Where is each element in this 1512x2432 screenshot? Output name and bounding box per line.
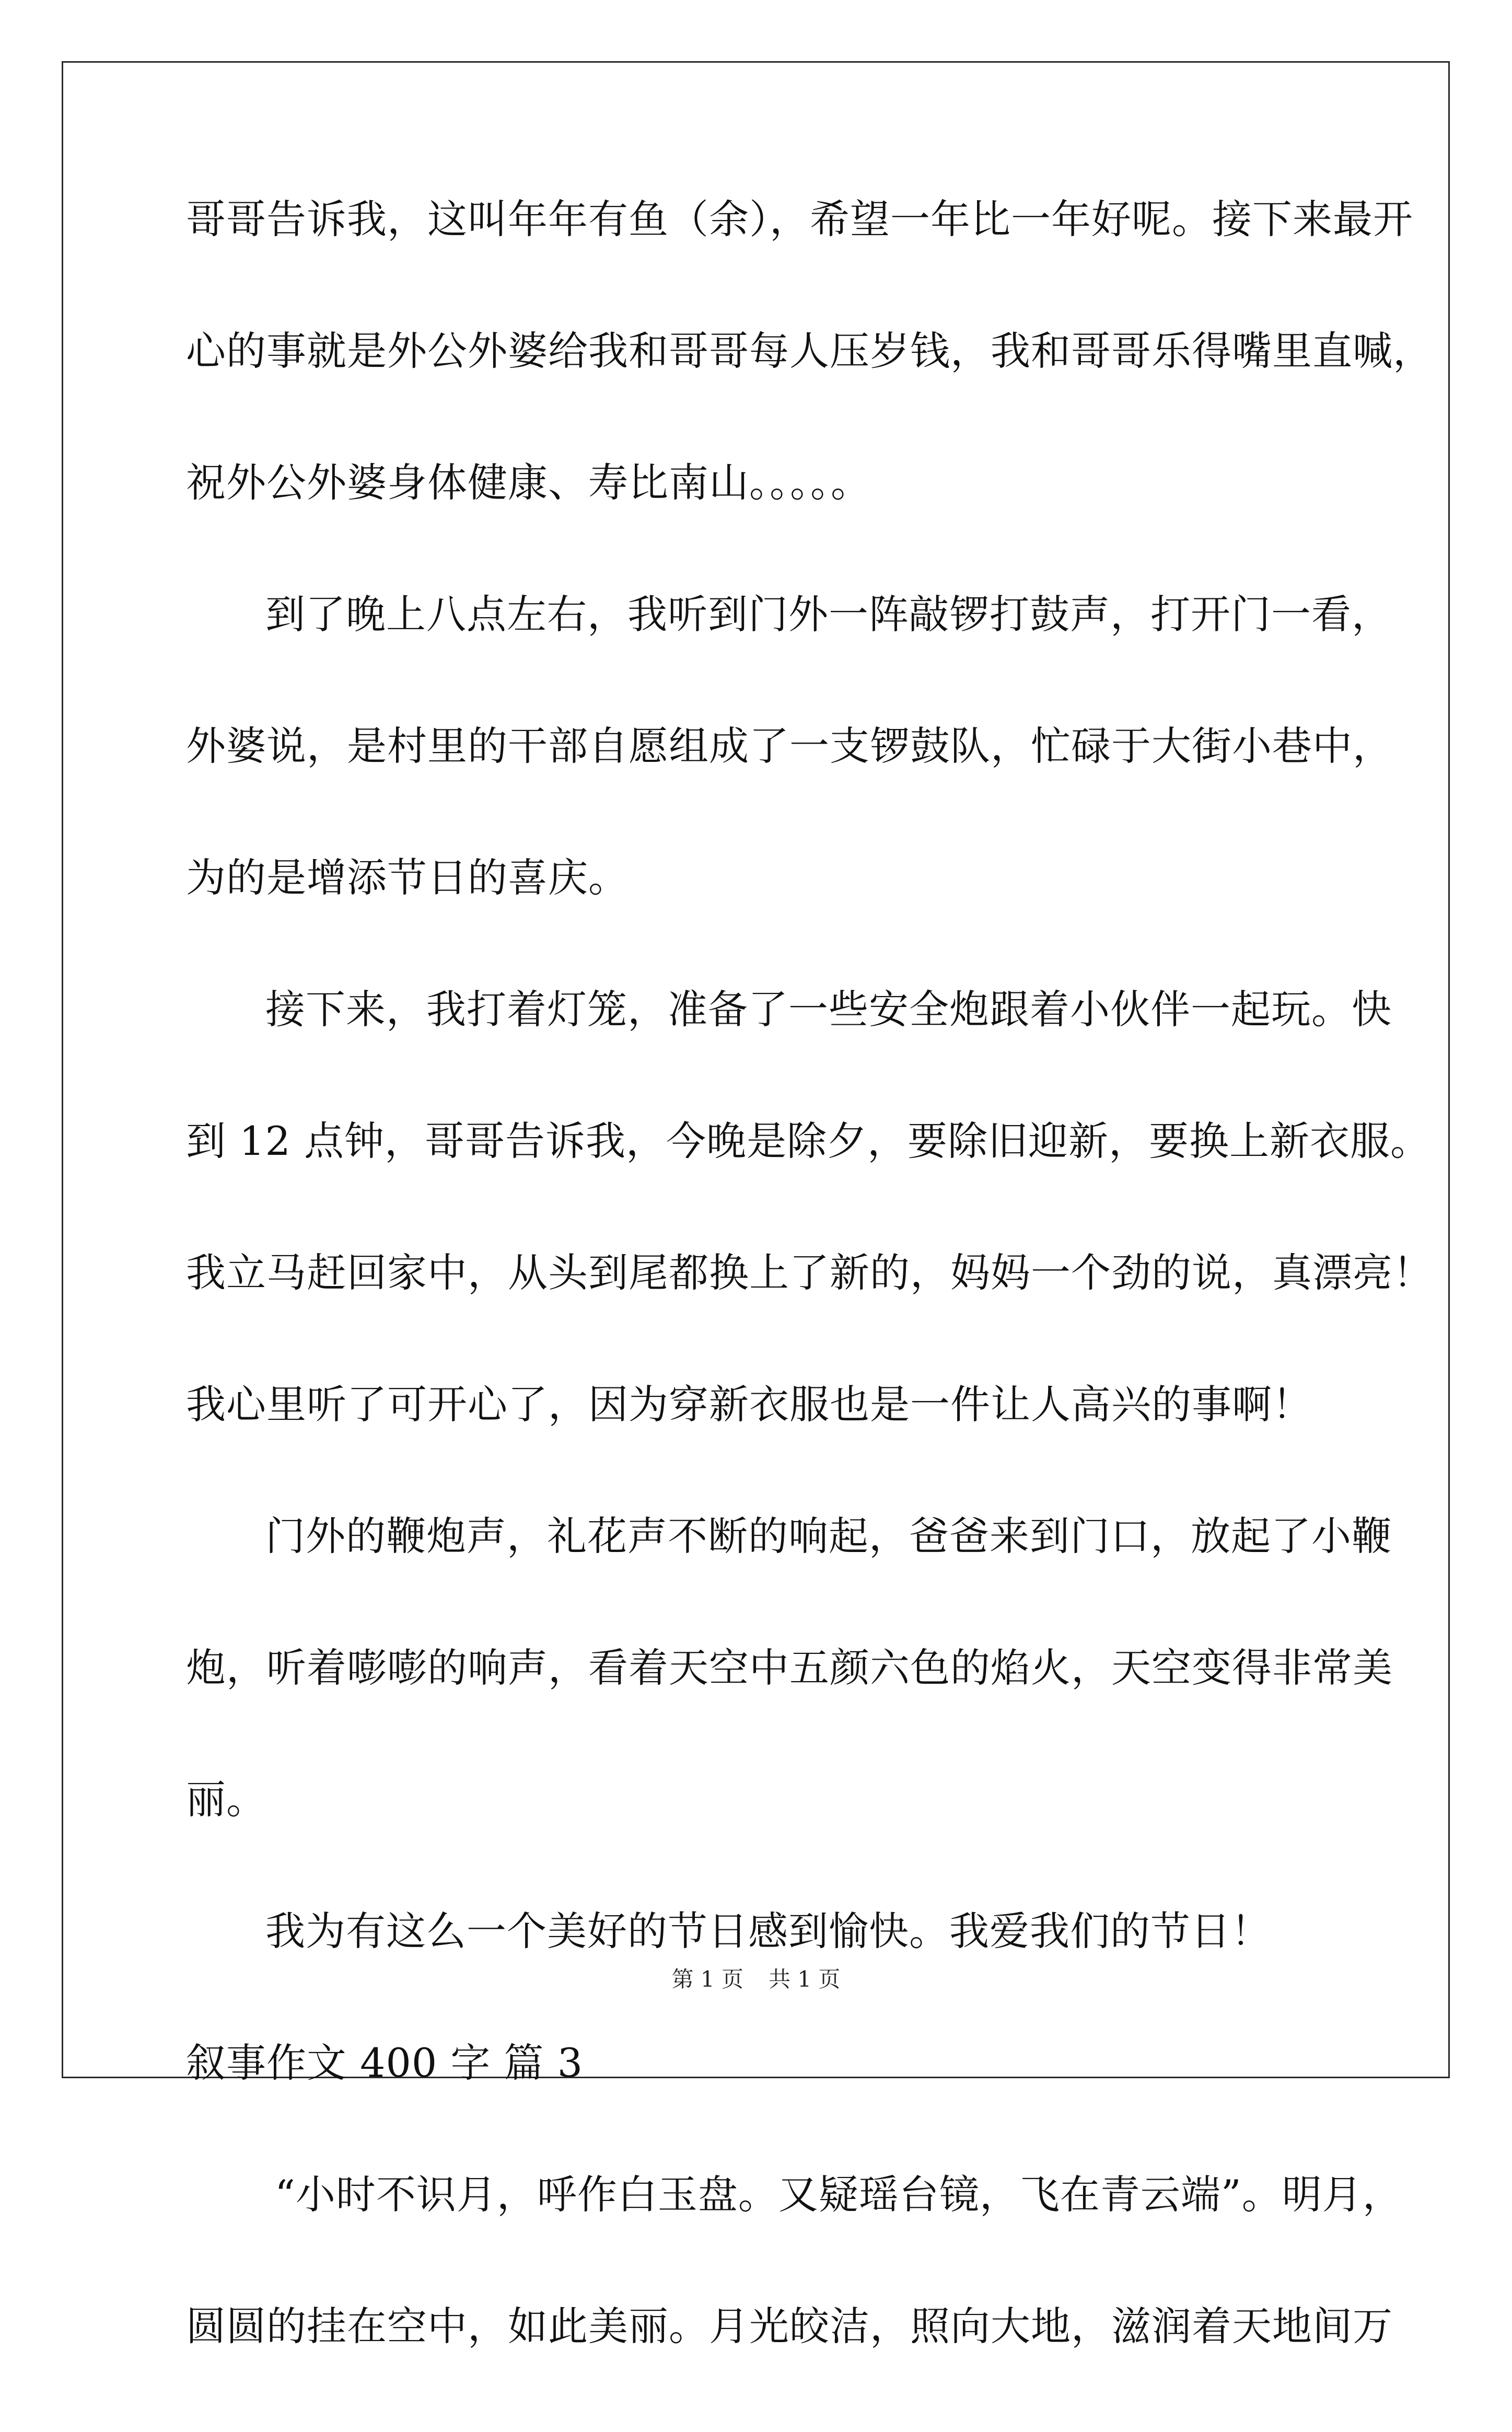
paragraph-line: 我为有这么一个美好的节日感到愉快。我爱我们的节日！: [265, 1908, 1271, 1954]
paragraph-line: 接下来，我打着灯笼，准备了一些安全炮跟着小伙伴一起玩。快: [265, 986, 1392, 1033]
page-total: 共 1 页: [769, 1966, 841, 1992]
paragraph-line: 我心里听了可开心了，因为穿新衣服也是一件让人高兴的事啊！: [186, 1381, 1312, 1428]
page-footer: [0, 1964, 1512, 1995]
paragraph-line: “小时不识月，呼作白玉盘。又疑瑶台镜，飞在青云端”。明月，: [275, 2171, 1403, 2218]
section-heading: 叙事作文 400 字 篇 3: [186, 2040, 584, 2086]
paragraph-line: 圆圆的挂在空中，如此美丽。月光皎洁，照向大地，滋润着天地间万: [186, 2303, 1393, 2349]
paragraph-line: 炮，听着嘭嘭的响声，看着天空中五颜六色的焰火，天空变得非常美: [186, 1645, 1393, 1691]
paragraph-line: 门外的鞭炮声，礼花声不断的响起，爸爸来到门口，放起了小鞭: [265, 1513, 1392, 1559]
paragraph-line: 为的是增添节日的喜庆。: [186, 854, 629, 901]
paragraph-line: 到 12 点钟，哥哥告诉我，今晚是除夕，要除旧迎新，要换上新衣服。: [186, 1118, 1431, 1164]
paragraph-line: 到了晚上八点左右，我听到门外一阵敲锣打鼓声，打开门一看，: [265, 591, 1392, 638]
paragraph-line: 心的事就是外公外婆给我和哥哥每人压岁钱，我和哥哥乐得嘴里直喊，: [186, 328, 1433, 374]
paragraph-line: 外婆说，是村里的干部自愿组成了一支锣鼓队，忙碌于大街小巷中，: [186, 723, 1393, 769]
paragraph-line: 祝外公外婆身体健康、寿比南山。。。。。: [186, 459, 871, 506]
paragraph-line: 丽。: [186, 1776, 266, 1823]
page-number: 第 1 页: [671, 1966, 743, 1992]
paragraph-line: 哥哥告诉我，这叫年年有鱼（余），希望一年比一年好呢。接下来最开: [186, 196, 1413, 242]
document-body: [186, 193, 1433, 2432]
paragraph-line: 我立马赶回家中，从头到尾都换上了新的，妈妈一个劲的说，真漂亮！: [186, 1249, 1433, 1296]
